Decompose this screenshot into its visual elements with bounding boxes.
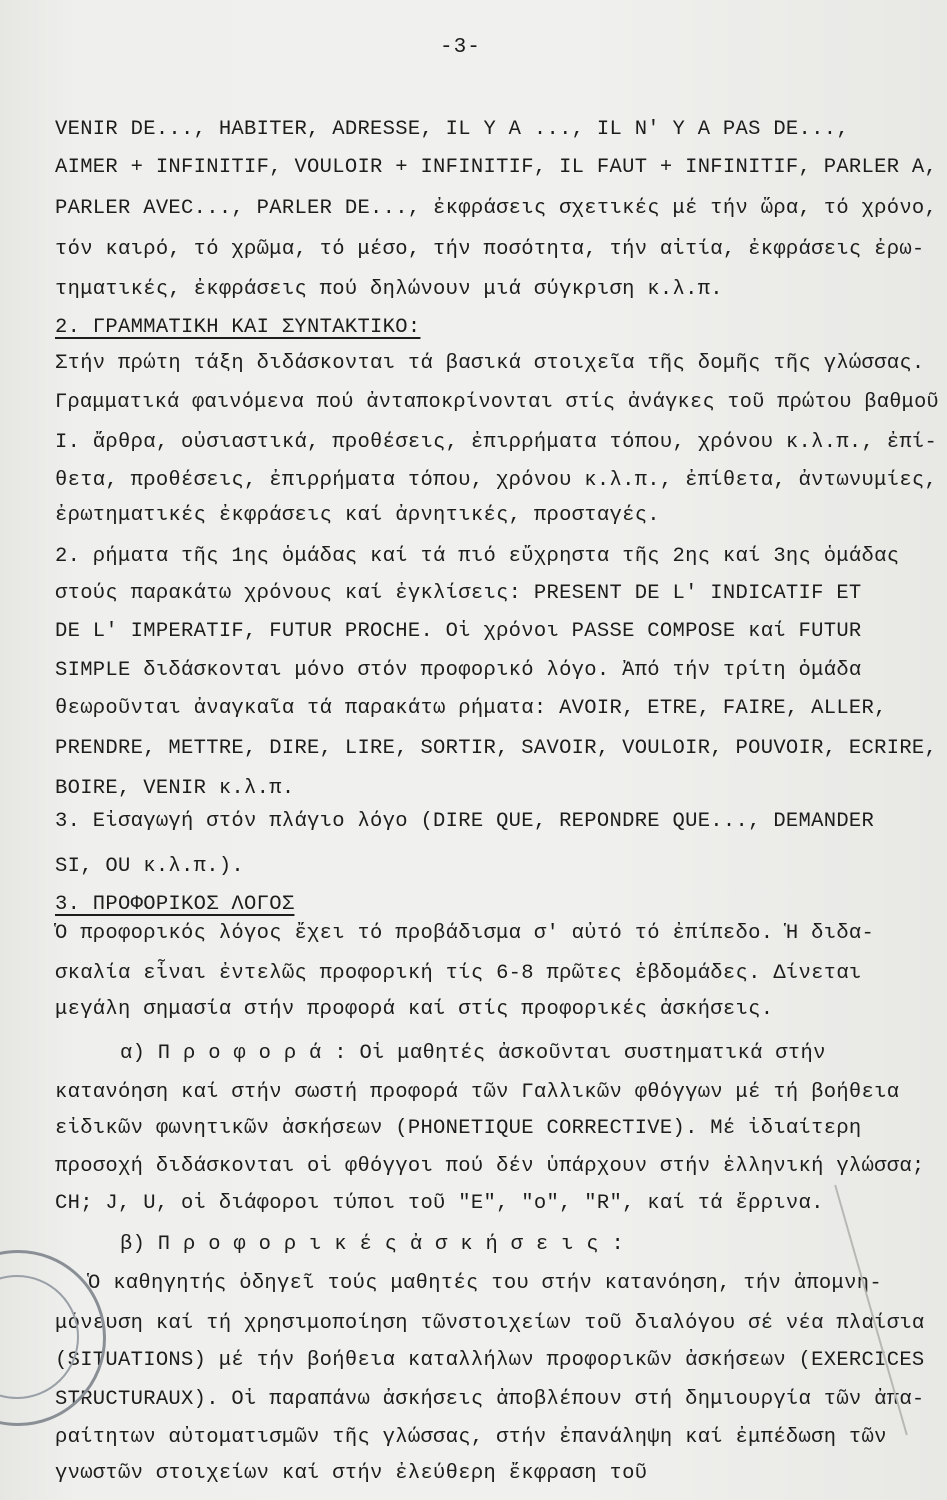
subsection-pronunciation: α) Π ρ ο φ ο ρ ά : Οἱ μαθητές ἀσκοῦνται συστηματικά στήν [120,1042,826,1065]
text-line-4: τόν καιρό, τό χρῶμα, τό μέσο, τήν ποσότητα, τήν αἰτία, ἐκφράσεις ἐρω- [55,238,925,261]
text-line-33: (SITUATIONS) μέ τήν βοήθεια καταλλήλων προφορικῶν ἀσκήσεων (EXERCICES [55,1349,925,1372]
text-line-16: θεωροῦνται ἀναγκαῖα τά παρακάτω ρήματα: AVOIR, ETRE, FAIRE, ALLER, [55,697,887,720]
text-line-35: ραίτητων αὐτοματισμῶν τῆς γλώσσας, στήν ἐπανάληψη καί ἐμπέδωση τῶν [55,1426,887,1449]
text-line-14: DE L' IMPERATIF, FUTUR PROCHE. Οἱ χρόνοι PASSE COMPOSE καί FUTUR [55,620,862,643]
text-line-3: PARLER AVEC..., PARLER DE..., ἐκφράσεις σχετικές μέ τήν ὥρα, τό χρόνο, [55,197,938,220]
text-line-20: SI, OU κ.λ.π.). [55,855,245,878]
text-line-34: STRUCTURAUX). Οἱ παραπάνω ἀσκήσεις ἀποβλέπουν στή δημιουργία τῶν ἀπα- [55,1388,925,1411]
text-line-29: CH; J, U, οἱ διάφοροι τύποι τοῦ "E", "o", "R", καί τά ἔρρινα. [55,1192,824,1215]
text-line-10: θετα, προθέσεις, ἐπιρρήματα τόπου, χρόνου κ.λ.π., ἐπίθετα, ἀντωνυμίες, [55,469,938,492]
page-number: -3- [440,36,481,59]
text-line-32: μόνευση καί τή χρησιμοποίηση τῶνστοιχείων τοῦ διαλόγου σέ νέα πλαίσια [55,1312,925,1335]
text-line-12: 2. ρήματα τῆς 1ης ὁμάδας καί τά πιό εὔχρηστα τῆς 2ης καί 3ης ὁμάδας [55,545,900,568]
text-line-24: μεγάλη σημασία στήν προφορά καί στίς προφορικές ἀσκήσεις. [55,998,774,1021]
text-line-7: Στήν πρώτη τάξη διδάσκονται τά βασικά στοιχεῖα τῆς δομῆς τῆς γλώσσας. [55,352,925,375]
text-line-23: σκαλία εἶναι ἐντελῶς προφορική τίς 6-8 πρῶτες ἑβδομάδες. Δίνεται [55,962,862,985]
subsection-oral-exercises: β) Π ρ ο φ ο ρ ι κ έ ς ἀ σ κ ή σ ε ι ς : [120,1233,625,1256]
text-line-13: στούς παρακάτω χρόνους καί ἐγκλίσεις: PRESENT DE L' INDICATIF ET [55,582,862,605]
text-line-17: PRENDRE, METTRE, DIRE, LIRE, SORTIR, SAVOIR, VOULOIR, POUVOIR, ECRIRE, [55,737,938,760]
text-line-5: τηματικές, ἐκφράσεις πού δηλώνουν μιά σύγκριση κ.λ.π. [55,278,723,301]
text-line-27: εἰδικῶν φωνητικῶν ἀσκήσεων (PHONETIQUE CORRECTIVE). Μέ ἰδιαίτερη [55,1117,862,1140]
text-line-26: κατανόηση καί στήν σωστή προφορά τῶν Γαλλικῶν φθόγγων μέ τή βοήθεια [55,1081,900,1104]
section-heading-oral: 3. ΠΡΟΦΟΡΙΚΟΣ ΛΟΓΟΣ [55,893,295,916]
text-line-11: ἐρωτηματικές ἐκφράσεις καί ἀρνητικές, προσταγές. [55,504,660,527]
text-line-8: Γραμματικά φαινόμενα πού ἀνταποκρίνονται στίς ἀνάγκες τοῦ πρώτου βαθμοῦ [55,391,940,414]
text-line-9: I. ἄρθρα, οὐσιαστικά, προθέσεις, ἐπιρρήματα τόπου, χρόνου κ.λ.π., ἐπί- [55,431,938,454]
text-line-19: 3. Εἰσαγωγή στόν πλάγιο λόγο (DIRE QUE, REPONDRE QUE..., DEMANDER [55,810,875,833]
text-line-1: VENIR DE..., HABITER, ADRESSE, IL Y A ..., IL N' Y A PAS DE..., [55,118,849,141]
text-line-18: BOIRE, VENIR κ.λ.π. [55,777,295,800]
text-line-28: προσοχή διδάσκονται οἱ φθόγγοι πού δέν ὑπάρχουν στήν ἑλληνική γλώσσα; [55,1155,925,1178]
text-line-22: Ὁ προφορικός λόγος ἔχει τό προβάδισμα σ' αὐτό τό ἐπίπεδο. Ἡ διδα- [55,922,875,945]
text-line-36: γνωστῶν στοιχείων καί στήν ἐλεύθερη ἔκφραση τοῦ [55,1462,648,1485]
text-line-2: AIMER + INFINITIF, VOULOIR + INFINITIF, IL FAUT + INFINITIF, PARLER A, [55,156,938,179]
text-line-15: SIMPLE διδάσκονται μόνο στόν προφορικό λόγο. Ἀπό τήν τρίτη ὁμάδα [55,659,862,682]
section-heading-grammar: 2. ΓΡΑΜΜΑΤΙΚΗ ΚΑΙ ΣΥΝΤΑΚΤΙΚΟ: [55,316,421,339]
text-line-31: Ὁ καθηγητής ὁδηγεῖ τούς μαθητές του στήν κατανόηση, τήν ἀπομνη- [88,1272,882,1295]
